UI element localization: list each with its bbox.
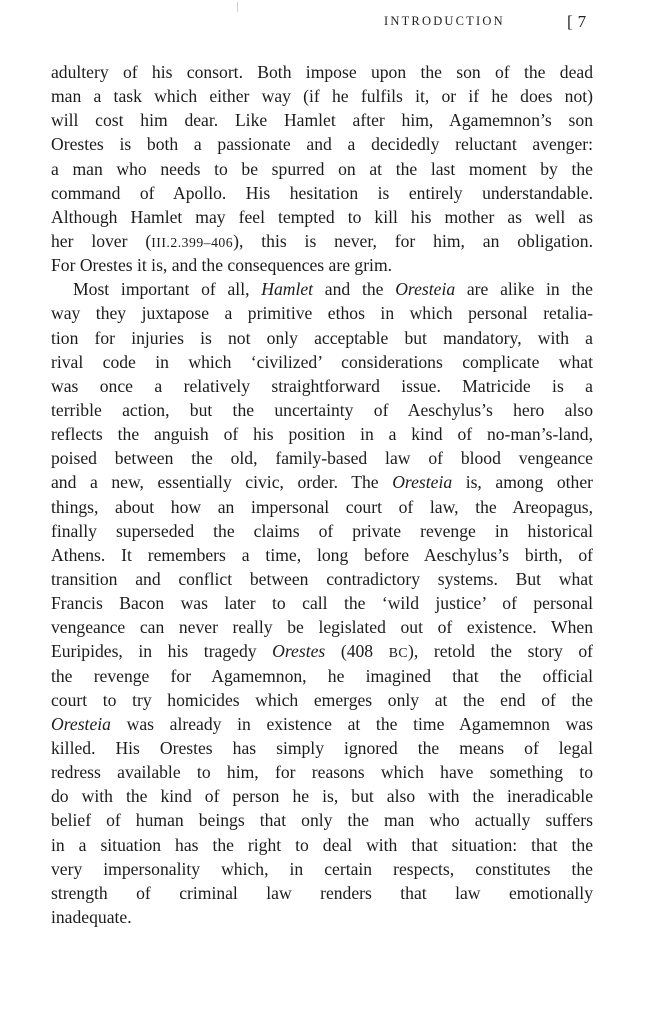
text-line: poised between the old, family-based law of blood vengeance [51, 448, 593, 469]
text-segment: was already in existence at the time Agamemnon was [110, 713, 593, 734]
text-line: was once a relatively straightforward issue. Matricide is a [51, 375, 593, 396]
text-segment: ), retold the story of [408, 641, 593, 662]
title-oresteia: Oresteia [392, 472, 453, 493]
text-line: redress available to him, for reasons which have something to [51, 762, 593, 783]
folio-bracket: [ [567, 12, 573, 31]
text-segment: are alike in the [455, 279, 593, 300]
text-line: terrible action, but the uncertainty of Aeschylus’s hero also [51, 399, 593, 420]
text-line: finally superseded the claims of private revenge in historical [51, 520, 593, 541]
text-line [51, 639, 593, 663]
text-line: a man who needs to be spurred on at the last moment by the [51, 158, 593, 179]
page-number [567, 12, 586, 32]
text-line [51, 712, 593, 736]
title-oresteia: Oresteia [395, 279, 456, 300]
text-line: transition and conflict between contradictory systems. But what [51, 568, 593, 589]
text-segment: her lover ( [51, 230, 152, 251]
title-oresteia: Oresteia [51, 713, 111, 734]
text-line: man a task which either way (if he fulfils it, or if he does not) [51, 86, 593, 107]
text-segment: ), this is never, for him, an obligation. [233, 230, 593, 251]
text-segment: is, among other [452, 472, 593, 493]
text-line: things, about how an impersonal court of law, the Areopagus, [51, 496, 593, 517]
text-line: Athens. It remembers a time, long before Aeschylus’s birth, of [51, 544, 593, 565]
text-line: command of Apollo. His hesitation is entirely understandable. [51, 182, 593, 203]
text-line [51, 229, 593, 253]
text-line: Francis Bacon was later to call the ‘wild justice’ of personal [51, 593, 593, 614]
text-segment: and a new, essentially civic, order. The [51, 472, 393, 493]
text-line: very impersonality which, in certain respects, constitutes the [51, 858, 593, 879]
text-line: will cost him dear. Like Hamlet after him, Agamemnon’s son [51, 110, 593, 131]
text-line: For Orestes it is, and the consequences are grim. [51, 255, 393, 276]
text-segment: Euripides, in his tragedy [51, 641, 273, 662]
text-line: killed. His Orestes has simply ignored the means of legal [51, 737, 593, 758]
paragraph-2 [51, 277, 593, 929]
text-segment: (408 [325, 641, 389, 662]
text-line: way they juxtapose a primitive ethos in which personal retalia- [51, 303, 593, 324]
text-segment: Most important of all, [73, 279, 262, 300]
running-head: INTRODUCTION [384, 14, 505, 28]
page-header [0, 12, 672, 36]
page-number-value: 7 [577, 12, 587, 31]
text-line: Orestes is both a passionate and a decidedly reluctant avenger: [51, 134, 593, 155]
body-text [51, 60, 593, 929]
text-line [51, 470, 593, 494]
text-line [51, 277, 593, 301]
text-line: strength of criminal law renders that law emotionally [51, 882, 593, 903]
text-line: adultery of his consort. Both impose upon the son of the dead [51, 62, 593, 82]
era-abbreviation: BC [388, 645, 409, 661]
text-line: tion for injuries is not only acceptable but mandatory, with a [51, 327, 593, 348]
text-line: vengeance can never really be legislated out of existence. When [51, 617, 593, 638]
text-line: the revenge for Agamemnon, he imagined that the official [51, 665, 593, 686]
text-line: rival code in which ‘civilized’ considerations complicate what [51, 351, 593, 372]
title-orestes: Orestes [272, 641, 326, 662]
text-line: in a situation has the right to deal with that situation: that the [51, 834, 593, 855]
paragraph-1 [51, 60, 593, 277]
text-segment: and the [313, 279, 396, 300]
act-scene-reference: III.2.399–406 [151, 234, 234, 250]
scan-speck [237, 2, 238, 12]
text-line: Although Hamlet may feel tempted to kill his mother as well as [51, 206, 593, 227]
text-line: inadequate. [51, 906, 132, 927]
text-line: do with the kind of person he is, but also with the ineradicable [51, 786, 593, 807]
title-hamlet: Hamlet [261, 279, 314, 300]
text-line: reflects the anguish of his position in a kind of no-man’s-land, [51, 424, 593, 445]
text-line: court to try homicides which emerges only at the end of the [51, 689, 593, 710]
text-line: belief of human beings that only the man who actually suffers [51, 810, 593, 831]
